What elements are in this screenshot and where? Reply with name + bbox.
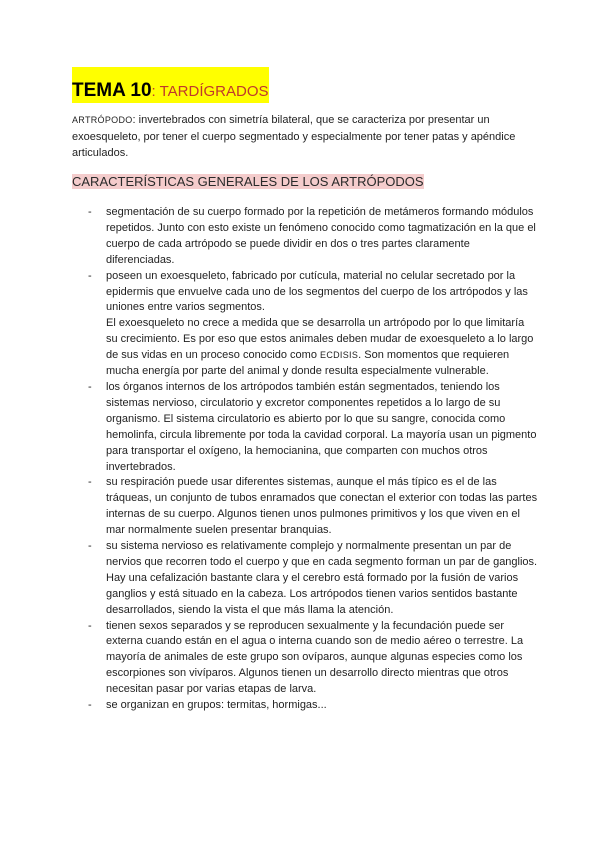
- bullet-marker: -: [88, 699, 92, 712]
- intro-text: : invertebrados con simetría bilateral, que se caracteriza por presentar un exoesqueleto, por tener el cuerpo segmentado y especialmente por tener patas y apéndice articulados.: [72, 114, 516, 159]
- bullet-marker: -: [88, 206, 92, 218]
- list-item-text: tienen sexos separados y se reproducen sexualmente y la fecundación puede ser externa cuando están en el agua o interna cuando son de medio aéreo o terrestre. La mayoría de animales de este grupo son ovíparos, aunque algunas especies como los escorpiones son vivíparos. Algunos tienen un desarrollo directo mientras que otros necesitan pasar por varias etapas de larva.: [106, 619, 524, 696]
- bullet-marker: -: [88, 540, 92, 553]
- intro-paragraph: [72, 112, 532, 162]
- list-item: [88, 698, 538, 714]
- list-item: [88, 475, 538, 539]
- list-item-extra-after: . Son momentos que requieren mucha energía por parte del animal y donde resulta especialmente vulnerable.: [106, 349, 510, 378]
- title-highlight: [72, 67, 269, 103]
- bullet-marker: -: [88, 476, 92, 489]
- list-item-text: poseen un exoesqueleto, fabricado por cutícula, material no celular secretado por la epidermis que envuelve cada uno de los segmentos del cuerpo de los artrópodos y las uniones entre varios segmentos.: [106, 269, 528, 314]
- intro-term: ARTRÓPODO: [72, 115, 133, 125]
- list-item-extra-text: El exoesqueleto no crece a medida que se desarrolla un artrópodo por lo que limitaría su crecimiento. Es por eso que estos animales deben mudar de exoesqueleto a lo largo de sus vidas en un proceso conocido como: [106, 317, 534, 362]
- section-heading: [72, 173, 424, 191]
- list-item: [88, 619, 538, 699]
- bullet-marker: -: [88, 619, 92, 632]
- bullet-marker: -: [88, 380, 92, 393]
- title-bold: TEMA 10: [72, 80, 152, 101]
- ecdisis-term: ECDISIS: [320, 350, 359, 361]
- list-item: [88, 269, 538, 380]
- section-heading-text: CARACTERÍSTICAS GENERALES DE LOS ARTRÓPODOS: [72, 174, 424, 189]
- list-item: [88, 380, 538, 475]
- list-item: [88, 205, 538, 269]
- list-item-text: se organizan en grupos: termitas, hormigas...: [106, 699, 327, 712]
- page-title: [72, 74, 269, 103]
- list-item-text: segmentación de su cuerpo formado por la repetición de metámeros formando módulos repetidos. Junto con esto existe un fenómeno conocido como tagmatización en la que el cuerpo de cada artrópodo se puede dividir en dos o tres partes claramente diferenciadas.: [106, 206, 536, 266]
- list-item-text: los órganos internos de los artrópodos también están segmentados, teniendo los sistemas nervioso, circulatorio y excretor componentes repetidos a lo largo de su organismo. El sistema circulatorio es abierto por lo que su sangre, conocida como hemolinfa, circula libremente por toda la cavidad corporal. La mayoría usan un pigmento para transportar el oxígeno, la hemocianina, que comparten con muchos otros invertebrados.: [106, 380, 537, 473]
- list-item: [88, 539, 538, 619]
- title-rest: : TARDÍGRADOS: [151, 83, 269, 100]
- list-item-text: su respiración puede usar diferentes sistemas, aunque el más típico es el de las tráqueas, un conjunto de tubos enramados que conectan el exterior con todas las partes internas de su cuerpo. Algunos tienen unos pulmones primitivos y los que viven en el mar normalmente suelen presentar branquias.: [106, 476, 538, 537]
- list-item-text: su sistema nervioso es relativamente complejo y normalmente presentan un par de nervios que recorren todo el cuerpo y que en cada segmento forman un par de ganglios. Hay una cefalización bastante clara y el cerebro está formado por la fusión de varios ganglios y está situado en la cabeza. Los artrópodos tienen varios sentidos bastante desarrollados, siendo la vista el que más llama la atención.: [106, 540, 538, 616]
- characteristics-list: [88, 205, 538, 714]
- bullet-marker: -: [88, 269, 92, 282]
